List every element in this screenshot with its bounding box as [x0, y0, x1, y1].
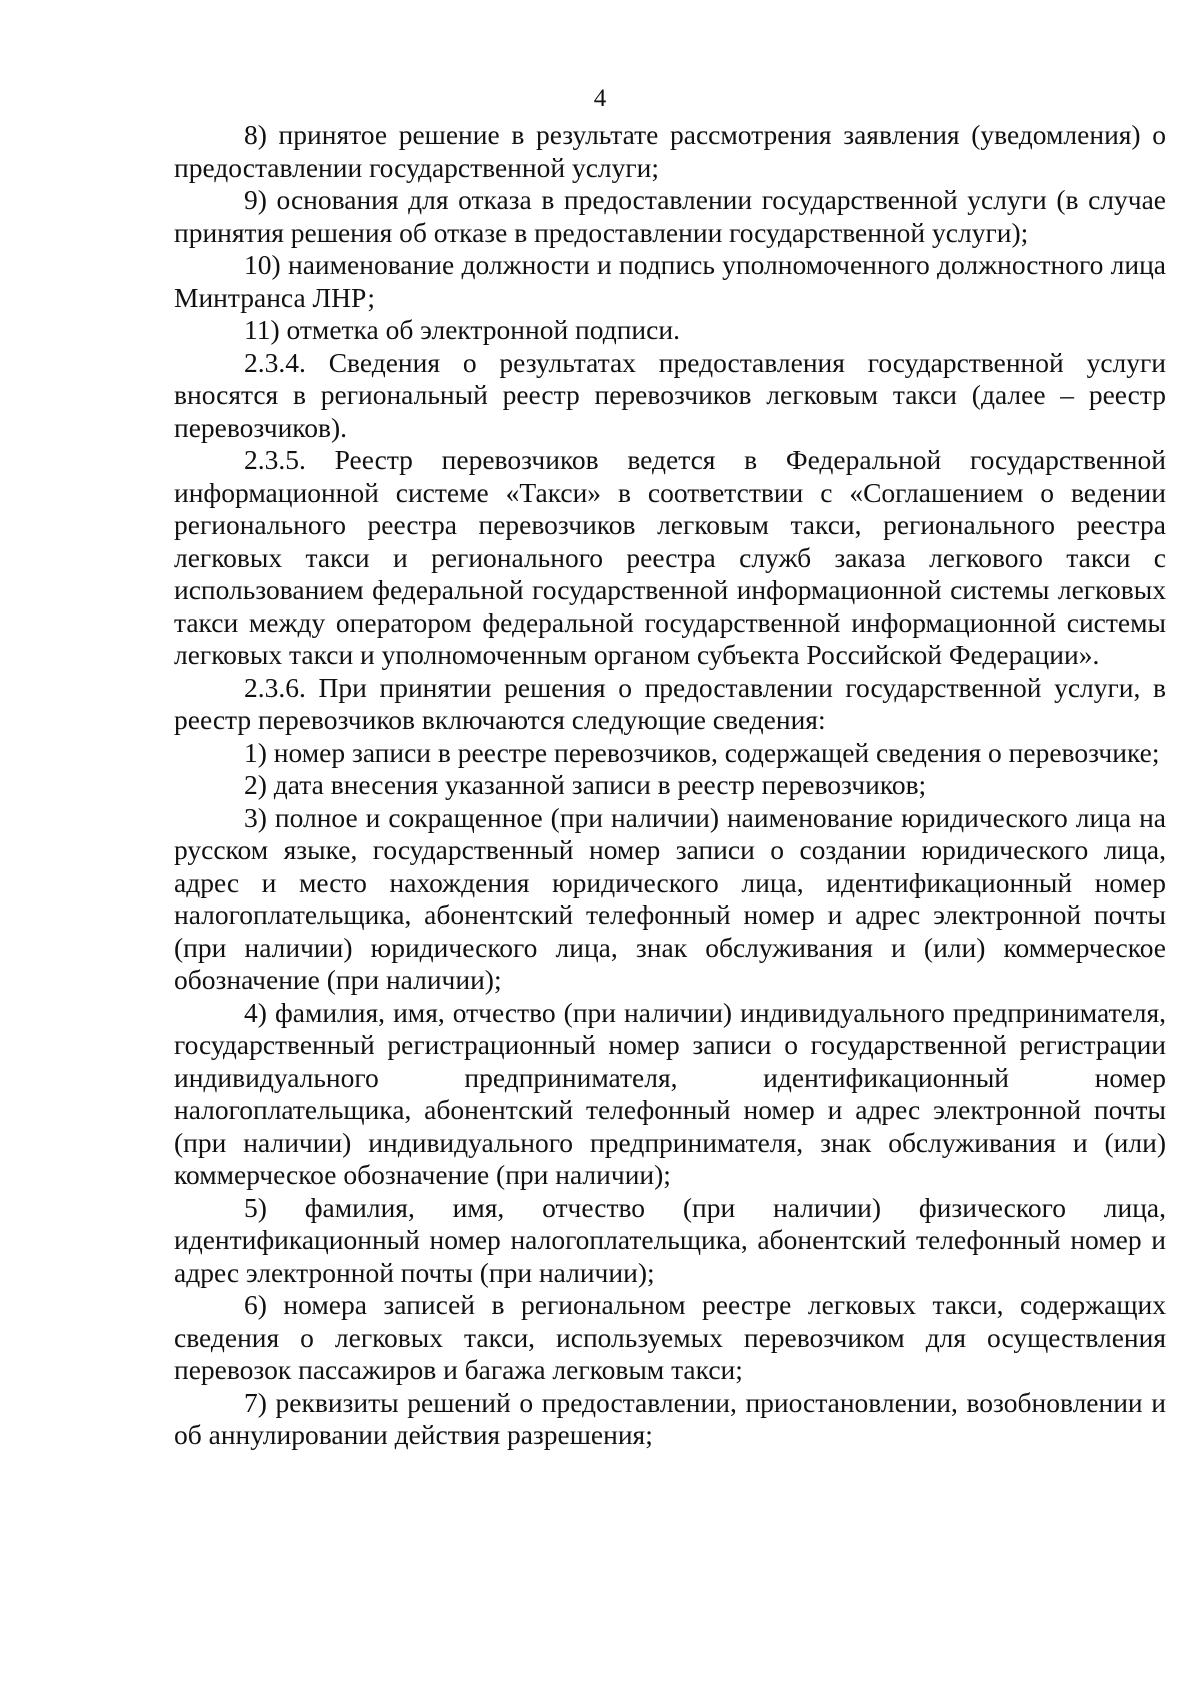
document-body [174, 119, 1166, 1452]
list-item-4: 4) фамилия, имя, отчество (при наличии) индивидуального предпринимателя, государственный регистрационный номер записи о государственной регистрации индивидуального предпринимателя, идентификационный номер налогоплательщика, абонентский телефонный номер и адрес электронной почты (при наличии) индивидуального предпринимателя, знак обслуживания и (или) коммерческое обозначение (при наличии); [174, 996, 1166, 1190]
list-item-5: 5) фамилия, имя, отчество (при наличии) физического лица, идентификационный номер налогоплательщика, абонентский телефонный номер и адрес электронной почты (при наличии); [174, 1191, 1166, 1288]
list-item-1: 1) номер записи в реестре перевозчиков, содержащей сведения о перевозчике; [244, 736, 1160, 768]
item-11-electronic-signature: 11) отметка об электронной подписи. [244, 314, 680, 345]
item-9-refusal-grounds: 9) основания для отказа в предоставлении государственной услуги (в случае принятия решения об отказе в предоставлении государственной услуги); [174, 184, 1166, 248]
page-number: 4 [593, 85, 607, 112]
list-item-3: 3) полное и сокращенное (при наличии) наименование юридического лица на русском языке, государственный номер записи о создании юридического лица, адрес и место нахождения юридического лица, идентификационный номер налогоплательщика, абонентский телефонный номер и адрес электронной почты (при наличии) юридического лица, знак обслуживания и (или) коммерческое обозначение (при наличии); [174, 801, 1166, 995]
list-item-6: 6) номера записей в региональном реестре легковых такси, содержащих сведения о легковых такси, используемых перевозчиком для осуществления перевозок пассажиров и багажа легковым такси; [174, 1289, 1166, 1385]
section-2-3-5: 2.3.5. Реестр перевозчиков ведется в Федеральной государственной информационной системе «Такси» в соответствии с «Соглашением о ведении регионального реестра перевозчиков легковым такси, регионального реестра легковых такси и регионального реестра служб заказа легкового такси с использованием федеральной государственной информационной системы легковых такси между оператором федеральной государственной информационной системы легковых такси и уполномоченным органом субъекта Российской Федерации». [174, 444, 1166, 670]
item-8-decision: 8) принятое решение в результате рассмотрения заявления (уведомления) о предоставлении государственной услуги; [174, 119, 1166, 183]
section-2-3-4: 2.3.4. Сведения о результатах предоставления государственной услуги вносятся в региональный реестр перевозчиков легковым такси (далее – реестр перевозчиков). [174, 346, 1166, 443]
list-item-7: 7) реквизиты решений о предоставлении, приостановлении, возобновлении и об аннулировании действия разрешения; [174, 1386, 1166, 1450]
item-10-official-signature: 10) наименование должности и подпись уполномоченного должностного лица Минтранса ЛНР; [174, 249, 1166, 313]
list-item-2: 2) дата внесения указанной записи в реестр перевозчиков; [244, 769, 927, 800]
section-2-3-6: 2.3.6. При принятии решения о предоставлении государственной услуги, в реестр перевозчиков включаются следующие сведения: [174, 671, 1166, 735]
